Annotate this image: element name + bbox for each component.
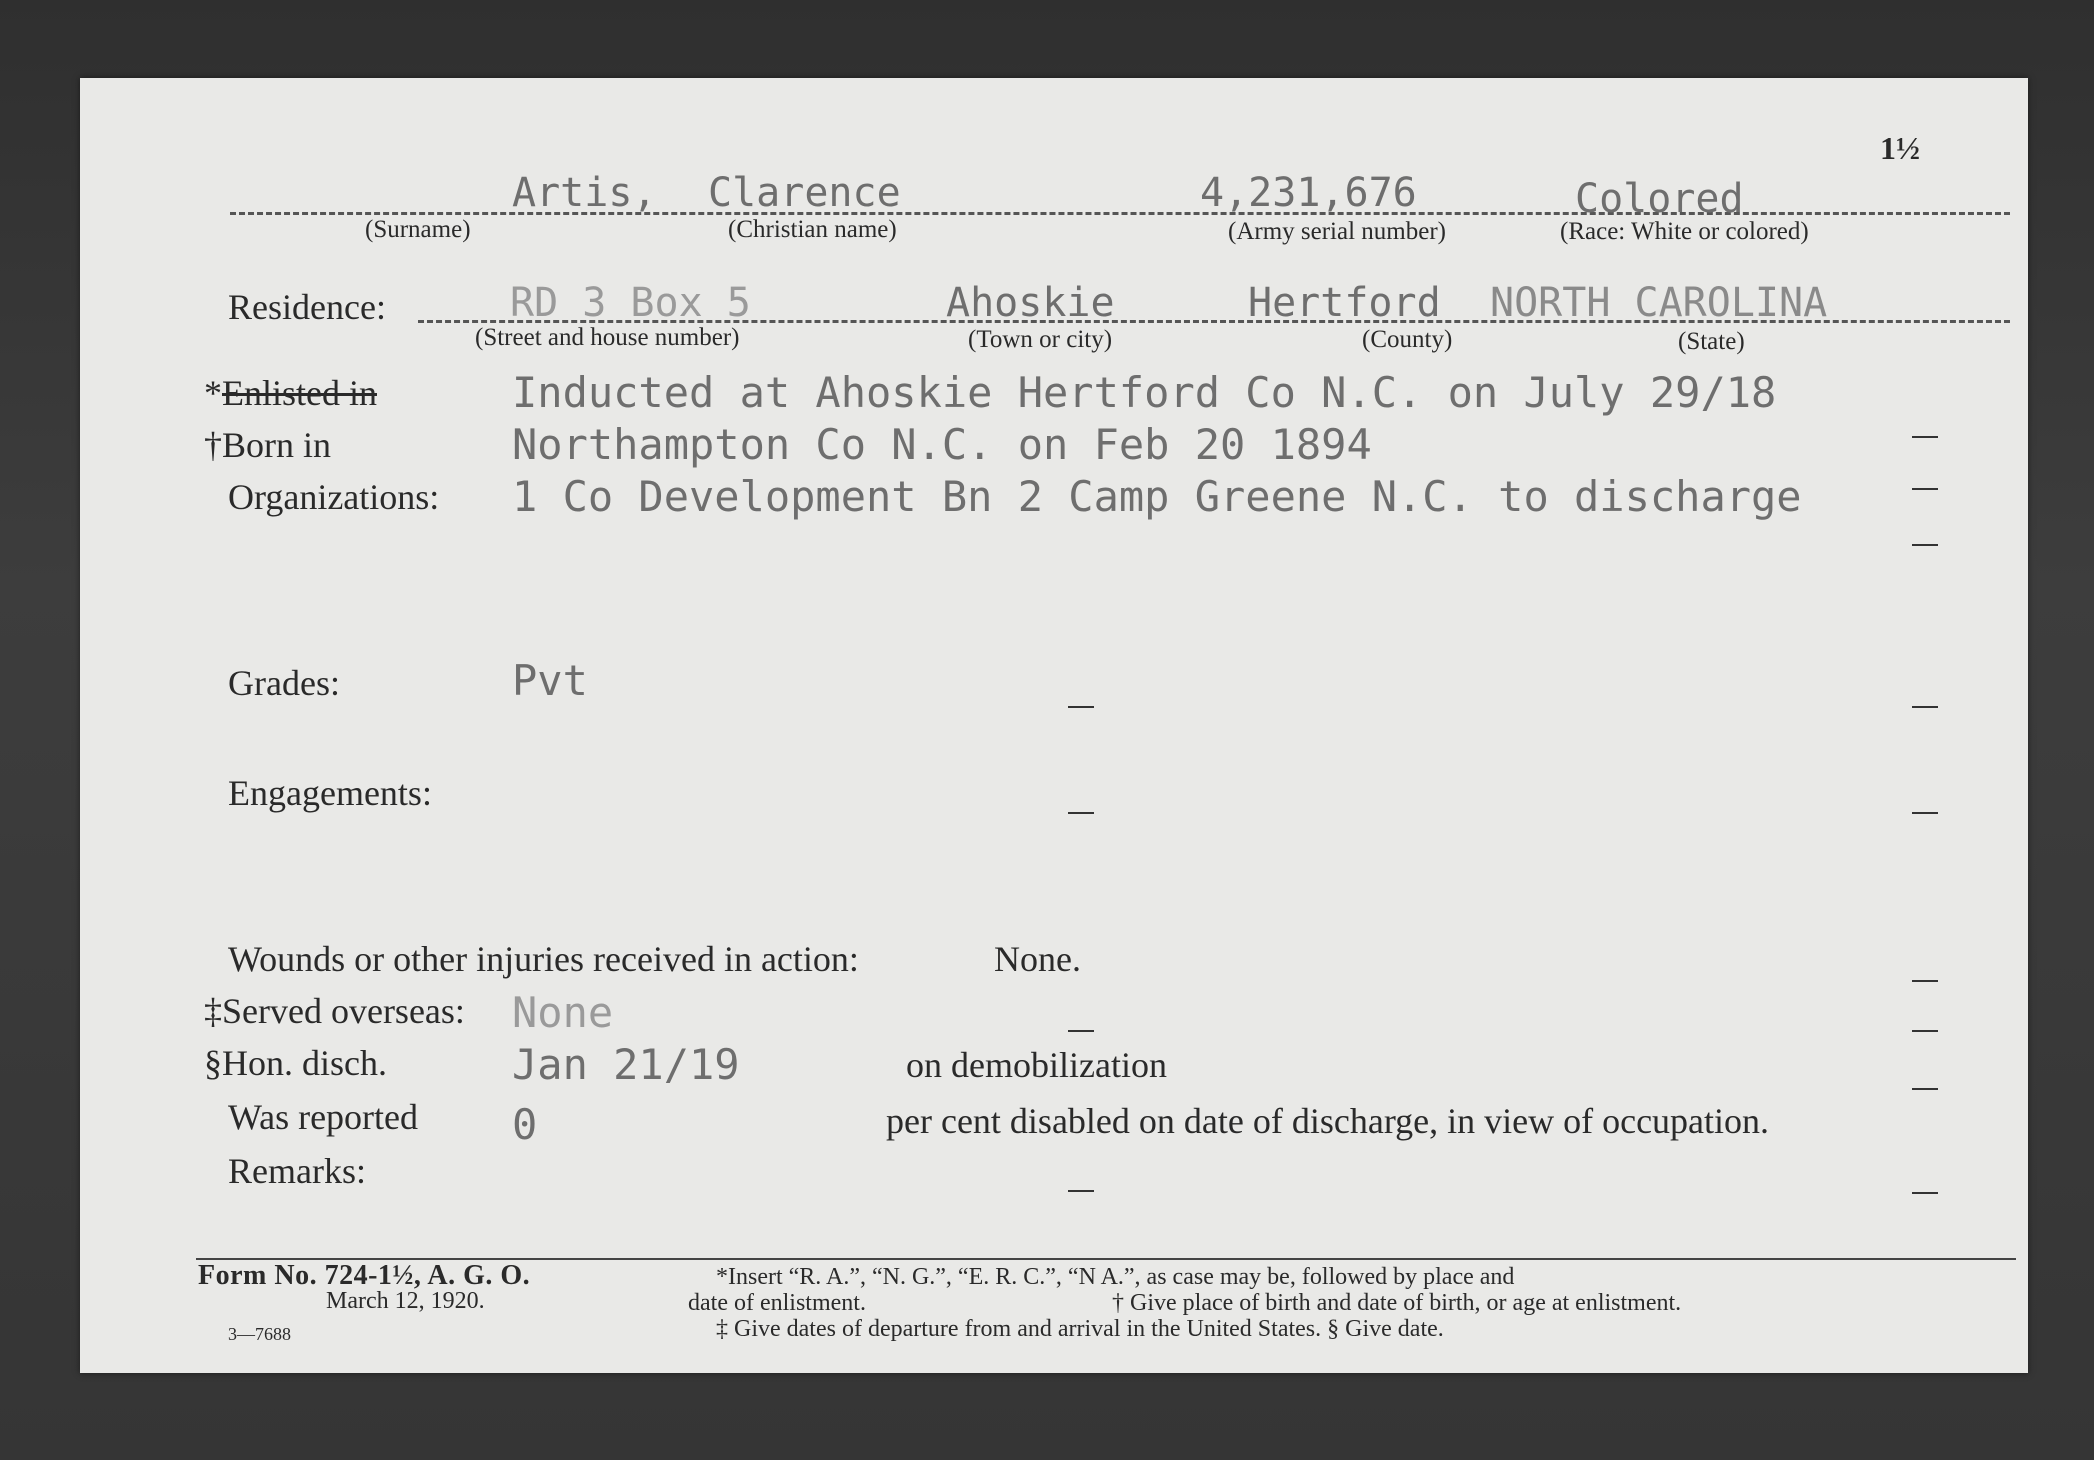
street-caption: (Street and house number): [475, 324, 740, 351]
overseas-label: [204, 990, 465, 1032]
line-end-mark: [1912, 812, 1938, 814]
overseas-value: None: [512, 988, 614, 1037]
serial-number-value: 4,231,676: [1200, 170, 1417, 216]
footnote-line-1: *Insert “R. A.”, “N. G.”, “E. R. C.”, “N A.”, as case may be, followed by place and: [716, 1264, 1515, 1290]
reported-label: Was reported: [228, 1097, 419, 1137]
line-end-mark: [1068, 1190, 1094, 1192]
line-end-mark: [1912, 1192, 1938, 1194]
organizations-label: Organizations:: [228, 477, 440, 517]
enlisted-mark: *: [204, 373, 222, 413]
surname-caption: (Surname): [365, 216, 471, 243]
footnote-line-2a: date of enlistment.: [688, 1290, 866, 1316]
street-value: RD 3 Box 5: [510, 280, 751, 326]
born-label: [204, 424, 331, 466]
county-value: Hertford: [1248, 280, 1441, 326]
enlisted-label-text: Enlisted in: [222, 373, 377, 413]
line-end-mark: [1068, 1030, 1094, 1032]
hon-disch-label-text: Hon. disch.: [222, 1043, 387, 1083]
grades-label: Grades:: [228, 663, 340, 703]
hon-disch-value: Jan 21/19: [512, 1040, 740, 1089]
hon-disch-label: [204, 1042, 387, 1084]
christian-name-value: Clarence: [708, 170, 901, 216]
print-code: 3—7688: [228, 1324, 291, 1344]
born-mark: †: [204, 425, 222, 465]
form-number: Form No. 724-1½, A. G. O.: [198, 1260, 531, 1291]
race-value: Colored: [1575, 176, 1744, 222]
race-caption: (Race: White or colored): [1560, 218, 1809, 245]
service-record-card: [80, 78, 2028, 1373]
born-value: Northampton Co N.C. on Feb 20 1894: [512, 420, 1372, 469]
footnote-line-3: ‡ Give dates of departure from and arrival in the United States. § Give date.: [716, 1316, 1444, 1342]
enlisted-label: [204, 372, 377, 414]
county-caption: (County): [1362, 326, 1453, 353]
surname-value: Artis,: [512, 170, 657, 216]
footnote-line-2b: † Give place of birth and date of birth, or age at enlistment.: [1112, 1290, 1682, 1316]
line-end-mark: [1912, 706, 1938, 708]
serial-number-caption: (Army serial number): [1228, 218, 1446, 245]
enlisted-value: Inducted at Ahoskie Hertford Co N.C. on July 29/18: [512, 368, 1777, 417]
remarks-label: Remarks:: [228, 1151, 366, 1191]
line-end-mark: [1912, 488, 1938, 490]
reported-value: 0: [512, 1100, 538, 1149]
hon-disch-mark: §: [204, 1043, 222, 1083]
line-end-mark: [1068, 706, 1094, 708]
town-value: Ahoskie: [946, 280, 1115, 326]
overseas-label-text: Served overseas:: [222, 991, 465, 1031]
residence-label: Residence:: [228, 287, 386, 327]
christian-name-caption: (Christian name): [728, 216, 897, 243]
state-value: NORTH CAROLINA: [1490, 280, 1828, 326]
form-date: March 12, 1920.: [326, 1288, 485, 1314]
line-end-mark: [1912, 544, 1938, 546]
line-end-mark: [1068, 812, 1094, 814]
disability-text: per cent disabled on date of discharge, in view of occupation.: [886, 1101, 1770, 1141]
line-end-mark: [1912, 980, 1938, 982]
state-caption: (State): [1678, 328, 1745, 355]
organizations-value: 1 Co Development Bn 2 Camp Greene N.C. to discharge: [512, 472, 1802, 521]
overseas-mark: ‡: [204, 991, 222, 1031]
born-label-text: Born in: [222, 425, 332, 465]
wounds-label: Wounds or other injuries received in action:: [228, 939, 859, 979]
line-end-mark: [1912, 1030, 1938, 1032]
discharge-reason: on demobilization: [906, 1045, 1167, 1085]
wounds-value: None.: [994, 939, 1081, 979]
line-end-mark: [1912, 1088, 1938, 1090]
engagements-label: Engagements:: [228, 773, 432, 813]
line-end-mark: [1912, 436, 1938, 438]
grades-value: Pvt: [512, 656, 588, 705]
town-caption: (Town or city): [968, 326, 1113, 353]
card-number: 1½: [1880, 130, 1920, 166]
